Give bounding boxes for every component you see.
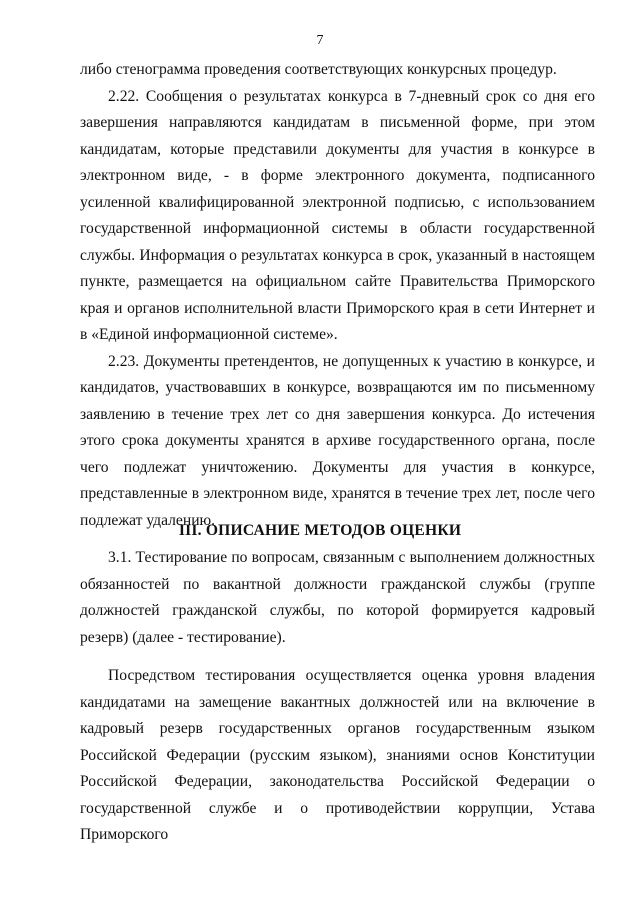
paragraph-testing-description: Посредством тестирования осуществляется оценка уровня владения кандидатами на замещение вакантных должностей или на включение в кадровый резерв государственных органов государственным языком Российской Федерации (русским языком), знаниями основ Конституции Российской Федерации, законодательства Российской Федерации о государственной службе и о противодействии коррупции, Устава Приморского	[80, 667, 595, 843]
paragraph-continuation: либо стенограмма проведения соответствующих конкурсных процедур.	[80, 61, 557, 78]
paragraph-2-22: 2.22. Сообщения о результатах конкурса в 7-дневный срок со дня его завершения направляются кандидатам в письменной форме, при этом кандидатам, которые представили документы для участия в конкурсе в электронном виде, - в форме электронного документа, подписанного усиленной квалифицированной электронной подписью, с использованием государственной информационной системы в области государственной службы. Информация о результатах конкурса в срок, указанный в настоящем пункте, размещается на официальном сайте Правительства Приморского края и органов исполнительной власти Приморского края в сети Интернет и в «Единой информационной системе».	[80, 87, 595, 343]
page-number: 7	[316, 33, 324, 48]
section-title: III. ОПИСАНИЕ МЕТОДОВ ОЦЕНКИ	[178, 522, 462, 539]
text-block-bottom	[80, 545, 595, 849]
paragraph-3-1: 3.1. Тестирование по вопросам, связанным с выполнением должностных обязанностей по вакантной должности гражданской службы (группе должностей гражданской службы, по которой формируется кадровый резерв) (далее - тестирование).	[80, 549, 595, 646]
text-block-top	[80, 57, 595, 534]
paragraph-2-23: 2.23. Документы претендентов, не допущенных к участию в конкурсе, и кандидатов, участвовавших в конкурсе, возвращаются им по письменному заявлению в течение трех лет со дня завершения конкурса. До истечения этого срока документы хранятся в архиве государственного органа, после чего подлежат уничтожению. Документы для участия в конкурсе, представленные в электронном виде, хранятся в течение трех лет, после чего подлежат удалению.	[80, 352, 595, 529]
